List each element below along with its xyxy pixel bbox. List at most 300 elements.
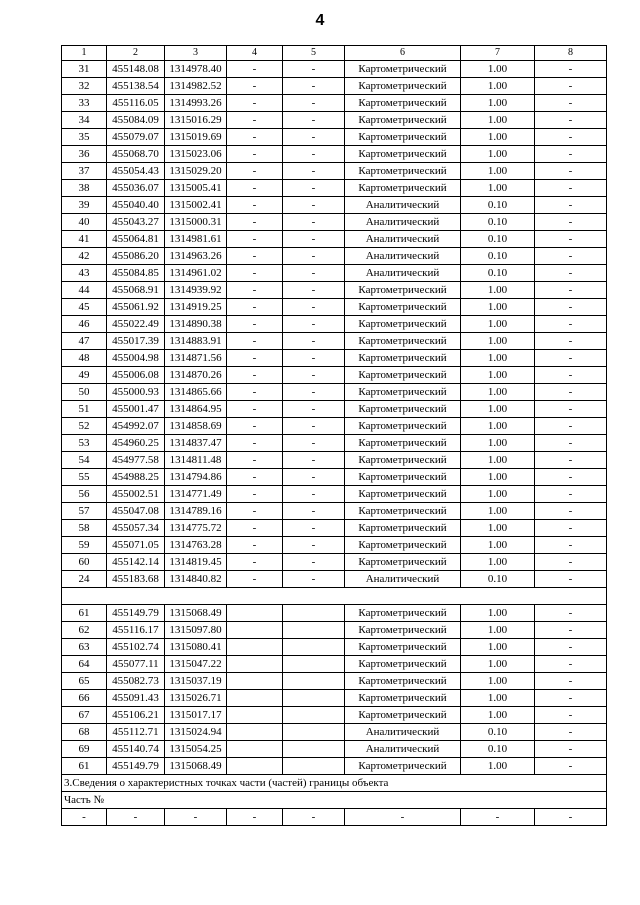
table-cell: 1314883.91 (165, 333, 227, 350)
table-cell: - (283, 248, 345, 265)
table-cell: Картометрический (345, 673, 461, 690)
table-cell: 33 (62, 95, 107, 112)
table-cell: - (535, 180, 607, 197)
table-cell: 455079.07 (107, 129, 165, 146)
table-cell: 455057.34 (107, 520, 165, 537)
table-cell: Картометрический (345, 486, 461, 503)
table-cell: - (535, 129, 607, 146)
table-cell: 1314870.26 (165, 367, 227, 384)
table-cell: - (535, 809, 607, 826)
table-cell: - (283, 214, 345, 231)
table-row (62, 350, 607, 367)
table-cell: - (165, 809, 227, 826)
table-row (62, 809, 607, 826)
table-row (62, 639, 607, 656)
table-cell: - (535, 146, 607, 163)
table-cell (283, 673, 345, 690)
table-cell: - (227, 282, 283, 299)
table-cell: 1.00 (461, 452, 535, 469)
table-cell (227, 690, 283, 707)
table-cell: Картометрический (345, 707, 461, 724)
table-cell: 56 (62, 486, 107, 503)
table-cell: Картометрический (345, 690, 461, 707)
table-cell: - (283, 299, 345, 316)
table-cell: 1.00 (461, 690, 535, 707)
table-cell: 52 (62, 418, 107, 435)
table-cell: 1315002.41 (165, 197, 227, 214)
table-row (62, 299, 607, 316)
table-cell: - (535, 656, 607, 673)
table-cell: 1.00 (461, 299, 535, 316)
table-cell: Картометрический (345, 78, 461, 95)
table-cell: - (283, 537, 345, 554)
table-cell: - (227, 809, 283, 826)
table-cell: - (535, 299, 607, 316)
table-cell: 455102.74 (107, 639, 165, 656)
table-cell: - (227, 299, 283, 316)
table-cell (227, 656, 283, 673)
table-cell: 50 (62, 384, 107, 401)
table-row (62, 367, 607, 384)
table-cell: 0.10 (461, 741, 535, 758)
table-cell: - (62, 809, 107, 826)
table-cell: Картометрический (345, 316, 461, 333)
table-row (62, 690, 607, 707)
table-cell: - (535, 418, 607, 435)
table-cell: - (283, 418, 345, 435)
table-cell: 1.00 (461, 537, 535, 554)
table-cell: Картометрический (345, 435, 461, 452)
table-cell: Картометрический (345, 112, 461, 129)
table-cell: 455036.07 (107, 180, 165, 197)
table-cell: 57 (62, 503, 107, 520)
table-cell: Картометрический (345, 401, 461, 418)
table-row (62, 78, 607, 95)
table-cell (283, 741, 345, 758)
table-cell: - (535, 78, 607, 95)
table-cell: - (535, 95, 607, 112)
table-cell: 40 (62, 214, 107, 231)
table-cell: 455149.79 (107, 605, 165, 622)
table-row (62, 333, 607, 350)
table-row (62, 112, 607, 129)
table-cell (227, 673, 283, 690)
table-row (62, 129, 607, 146)
table-cell (227, 741, 283, 758)
table-cell: - (227, 248, 283, 265)
table-cell: 34 (62, 112, 107, 129)
table-cell: - (227, 316, 283, 333)
table-cell: Аналитический (345, 248, 461, 265)
table-cell: 55 (62, 469, 107, 486)
table-row (62, 758, 607, 775)
table-cell: 1.00 (461, 146, 535, 163)
table-cell: 455054.43 (107, 163, 165, 180)
table-cell: 1.00 (461, 384, 535, 401)
table-cell: 455138.54 (107, 78, 165, 95)
table-cell: 1.00 (461, 282, 535, 299)
table-cell: - (535, 469, 607, 486)
table-cell: - (283, 401, 345, 418)
table-cell: 1314819.45 (165, 554, 227, 571)
table-cell: 455000.93 (107, 384, 165, 401)
table-row (62, 605, 607, 622)
table-cell: 1315080.41 (165, 639, 227, 656)
table-cell: - (535, 673, 607, 690)
column-header: 7 (461, 46, 535, 61)
table-cell: 454988.25 (107, 469, 165, 486)
table-cell: Картометрический (345, 418, 461, 435)
table-cell: 1315024.94 (165, 724, 227, 741)
table-cell: 1.00 (461, 129, 535, 146)
table-cell: 455068.70 (107, 146, 165, 163)
table-cell: Картометрический (345, 367, 461, 384)
table-cell: - (283, 180, 345, 197)
table-cell: - (227, 537, 283, 554)
table-cell (227, 605, 283, 622)
table-cell: - (283, 129, 345, 146)
table-cell: 1.00 (461, 401, 535, 418)
table-cell: - (283, 146, 345, 163)
table-cell: Аналитический (345, 197, 461, 214)
table-cell: 1314939.92 (165, 282, 227, 299)
table-cell: - (535, 333, 607, 350)
table-cell: 1315017.17 (165, 707, 227, 724)
table-row (62, 741, 607, 758)
table-cell: 1.00 (461, 758, 535, 775)
table-cell (283, 656, 345, 673)
table-row (62, 197, 607, 214)
table-cell: - (283, 78, 345, 95)
table-cell: - (535, 435, 607, 452)
table-row (62, 248, 607, 265)
table-cell: - (535, 639, 607, 656)
table-cell: - (227, 129, 283, 146)
table-cell: - (227, 197, 283, 214)
table-cell (227, 758, 283, 775)
table-cell: 38 (62, 180, 107, 197)
table-cell: Картометрический (345, 180, 461, 197)
table-cell: - (535, 61, 607, 78)
table-cell: 61 (62, 758, 107, 775)
table-cell: Картометрический (345, 554, 461, 571)
table-cell: 32 (62, 78, 107, 95)
table-cell: 455006.08 (107, 367, 165, 384)
spacer-cell (62, 588, 607, 605)
table-cell: - (535, 707, 607, 724)
table-cell: - (535, 741, 607, 758)
table-cell (227, 639, 283, 656)
table-cell: - (283, 163, 345, 180)
table-cell: Картометрический (345, 469, 461, 486)
table-cell: 455077.11 (107, 656, 165, 673)
table-cell: - (535, 486, 607, 503)
table-cell (227, 724, 283, 741)
table-cell: - (283, 197, 345, 214)
table-cell: 1314981.61 (165, 231, 227, 248)
table-cell: 1.00 (461, 78, 535, 95)
table-cell (283, 724, 345, 741)
table-row (62, 282, 607, 299)
table-cell: 1315026.71 (165, 690, 227, 707)
table-cell: 0.10 (461, 197, 535, 214)
column-header: 8 (535, 46, 607, 61)
table-cell: 455142.14 (107, 554, 165, 571)
table-cell: 1.00 (461, 605, 535, 622)
table-cell: - (535, 163, 607, 180)
table-cell: - (227, 214, 283, 231)
table-cell: 455084.85 (107, 265, 165, 282)
table-row (62, 231, 607, 248)
table-cell: 0.10 (461, 231, 535, 248)
table-header-row (62, 46, 607, 61)
column-header: 2 (107, 46, 165, 61)
table-cell: - (535, 248, 607, 265)
table-cell: 44 (62, 282, 107, 299)
table-cell: Аналитический (345, 724, 461, 741)
table-cell: 455017.39 (107, 333, 165, 350)
table-cell: 64 (62, 656, 107, 673)
table-cell: 1314840.82 (165, 571, 227, 588)
table-cell: 1314978.40 (165, 61, 227, 78)
table-cell: 455047.08 (107, 503, 165, 520)
table-cell: 42 (62, 248, 107, 265)
table-cell: - (535, 384, 607, 401)
table-cell: 1.00 (461, 316, 535, 333)
table-cell (227, 622, 283, 639)
table-cell: 455040.40 (107, 197, 165, 214)
table-cell: 454992.07 (107, 418, 165, 435)
table-cell: 1314871.56 (165, 350, 227, 367)
table-cell: Аналитический (345, 231, 461, 248)
table-cell: 37 (62, 163, 107, 180)
table-cell: Картометрический (345, 639, 461, 656)
table-cell: 1314794.86 (165, 469, 227, 486)
column-header: 5 (283, 46, 345, 61)
table-cell: 0.10 (461, 248, 535, 265)
table-cell: 1.00 (461, 163, 535, 180)
table-cell: - (227, 520, 283, 537)
table-cell: 1.00 (461, 112, 535, 129)
table-cell: 39 (62, 197, 107, 214)
table-cell: Картометрический (345, 520, 461, 537)
table-row (62, 214, 607, 231)
table-cell: 455068.91 (107, 282, 165, 299)
table-cell: - (227, 61, 283, 78)
table-cell: 455043.27 (107, 214, 165, 231)
table-cell: 1314993.26 (165, 95, 227, 112)
table-cell: 1314837.47 (165, 435, 227, 452)
table-cell: 1315047.22 (165, 656, 227, 673)
table-cell: 46 (62, 316, 107, 333)
table-cell: 1.00 (461, 61, 535, 78)
section-title-row (62, 775, 607, 792)
table-cell: Аналитический (345, 265, 461, 282)
table-cell: 0.10 (461, 571, 535, 588)
table-cell: 1314789.16 (165, 503, 227, 520)
table-row (62, 180, 607, 197)
table-cell: - (107, 809, 165, 826)
table-cell: 62 (62, 622, 107, 639)
table-cell: - (535, 690, 607, 707)
table-cell: - (227, 384, 283, 401)
table-cell: Картометрический (345, 758, 461, 775)
table-cell: - (283, 503, 345, 520)
table-spacer-row (62, 588, 607, 605)
section-title: 3.Сведения о характеристных точках части (частей) границы объекта (62, 775, 607, 792)
table-cell: 455183.68 (107, 571, 165, 588)
table-cell: 455148.08 (107, 61, 165, 78)
table-cell: 1.00 (461, 418, 535, 435)
table-cell: - (283, 61, 345, 78)
table-cell: 1315054.25 (165, 741, 227, 758)
table-cell: 1315037.19 (165, 673, 227, 690)
table-cell: 48 (62, 350, 107, 367)
table-cell: - (227, 469, 283, 486)
table-row (62, 520, 607, 537)
table-cell: Аналитический (345, 214, 461, 231)
table-cell: 454977.58 (107, 452, 165, 469)
table-row (62, 673, 607, 690)
table-cell: 1314811.48 (165, 452, 227, 469)
table-cell: 455061.92 (107, 299, 165, 316)
table-cell: 53 (62, 435, 107, 452)
table-cell: 1314982.52 (165, 78, 227, 95)
table-cell: 1.00 (461, 333, 535, 350)
table-cell: 455086.20 (107, 248, 165, 265)
table-cell: - (227, 418, 283, 435)
table-cell: Картометрический (345, 622, 461, 639)
table-cell: Аналитический (345, 741, 461, 758)
table-cell: - (227, 571, 283, 588)
table-cell: 1.00 (461, 350, 535, 367)
table-cell: 59 (62, 537, 107, 554)
table-cell: - (283, 231, 345, 248)
table-cell: 1314771.49 (165, 486, 227, 503)
table-cell: 61 (62, 605, 107, 622)
table-cell: 58 (62, 520, 107, 537)
table-cell: 455149.79 (107, 758, 165, 775)
table-cell: - (535, 537, 607, 554)
table-cell: 455084.09 (107, 112, 165, 129)
table-cell: 36 (62, 146, 107, 163)
table-cell: 68 (62, 724, 107, 741)
table-cell: 43 (62, 265, 107, 282)
table-cell: - (283, 112, 345, 129)
table-row (62, 435, 607, 452)
table-cell: 45 (62, 299, 107, 316)
table-cell: 1.00 (461, 435, 535, 452)
table-cell (283, 690, 345, 707)
table-cell: 67 (62, 707, 107, 724)
table-cell: - (283, 367, 345, 384)
table-cell: - (535, 554, 607, 571)
table-cell: 1315029.20 (165, 163, 227, 180)
column-header: 6 (345, 46, 461, 61)
table-cell (283, 758, 345, 775)
table-cell: 1314763.28 (165, 537, 227, 554)
table-row (62, 503, 607, 520)
table-cell: 0.10 (461, 214, 535, 231)
table-cell: 51 (62, 401, 107, 418)
table-cell: - (283, 486, 345, 503)
table-cell: - (227, 503, 283, 520)
table-row (62, 316, 607, 333)
table-cell: 455064.81 (107, 231, 165, 248)
table-row (62, 724, 607, 741)
table-cell: - (535, 265, 607, 282)
table-cell: 31 (62, 61, 107, 78)
table-cell: - (227, 231, 283, 248)
table-cell: - (535, 112, 607, 129)
table-cell: 1.00 (461, 554, 535, 571)
table-cell (227, 707, 283, 724)
table-cell: Картометрический (345, 350, 461, 367)
table-cell: 1.00 (461, 673, 535, 690)
table-cell: - (227, 435, 283, 452)
coordinates-table (61, 45, 607, 826)
table-cell: 1.00 (461, 639, 535, 656)
table-cell: 1.00 (461, 622, 535, 639)
table-cell: - (283, 554, 345, 571)
table-cell: - (535, 724, 607, 741)
table-cell: 1314890.38 (165, 316, 227, 333)
table-cell: 1315019.69 (165, 129, 227, 146)
table-cell: 454960.25 (107, 435, 165, 452)
table-cell: 1.00 (461, 520, 535, 537)
table-cell: - (535, 503, 607, 520)
table-cell: - (535, 605, 607, 622)
table-cell: 1314865.66 (165, 384, 227, 401)
table-row (62, 656, 607, 673)
table-cell: - (535, 622, 607, 639)
table-cell: Картометрический (345, 605, 461, 622)
table-cell: - (283, 571, 345, 588)
table-cell: 66 (62, 690, 107, 707)
table-cell: 1314919.25 (165, 299, 227, 316)
table-cell: - (283, 282, 345, 299)
table-cell: 0.10 (461, 265, 535, 282)
table-cell: Картометрический (345, 333, 461, 350)
table-row (62, 418, 607, 435)
table-cell: 1315005.41 (165, 180, 227, 197)
table-cell: - (227, 180, 283, 197)
table-cell: 63 (62, 639, 107, 656)
table-cell: 47 (62, 333, 107, 350)
table-cell: - (227, 452, 283, 469)
table-cell: 1.00 (461, 469, 535, 486)
table-cell: - (535, 452, 607, 469)
table-cell: - (535, 214, 607, 231)
table-row (62, 163, 607, 180)
table-row (62, 537, 607, 554)
table-cell: 1.00 (461, 180, 535, 197)
column-header: 1 (62, 46, 107, 61)
table-cell: 455140.74 (107, 741, 165, 758)
table-cell: 1.00 (461, 656, 535, 673)
table-row (62, 571, 607, 588)
table-cell: 455071.05 (107, 537, 165, 554)
table-cell: - (283, 95, 345, 112)
table-cell (283, 605, 345, 622)
table-cell: 455082.73 (107, 673, 165, 690)
table-cell: Картометрический (345, 163, 461, 180)
table-cell: 455001.47 (107, 401, 165, 418)
table-cell (283, 639, 345, 656)
table-cell (283, 622, 345, 639)
table-cell: - (535, 758, 607, 775)
table-cell: - (227, 333, 283, 350)
